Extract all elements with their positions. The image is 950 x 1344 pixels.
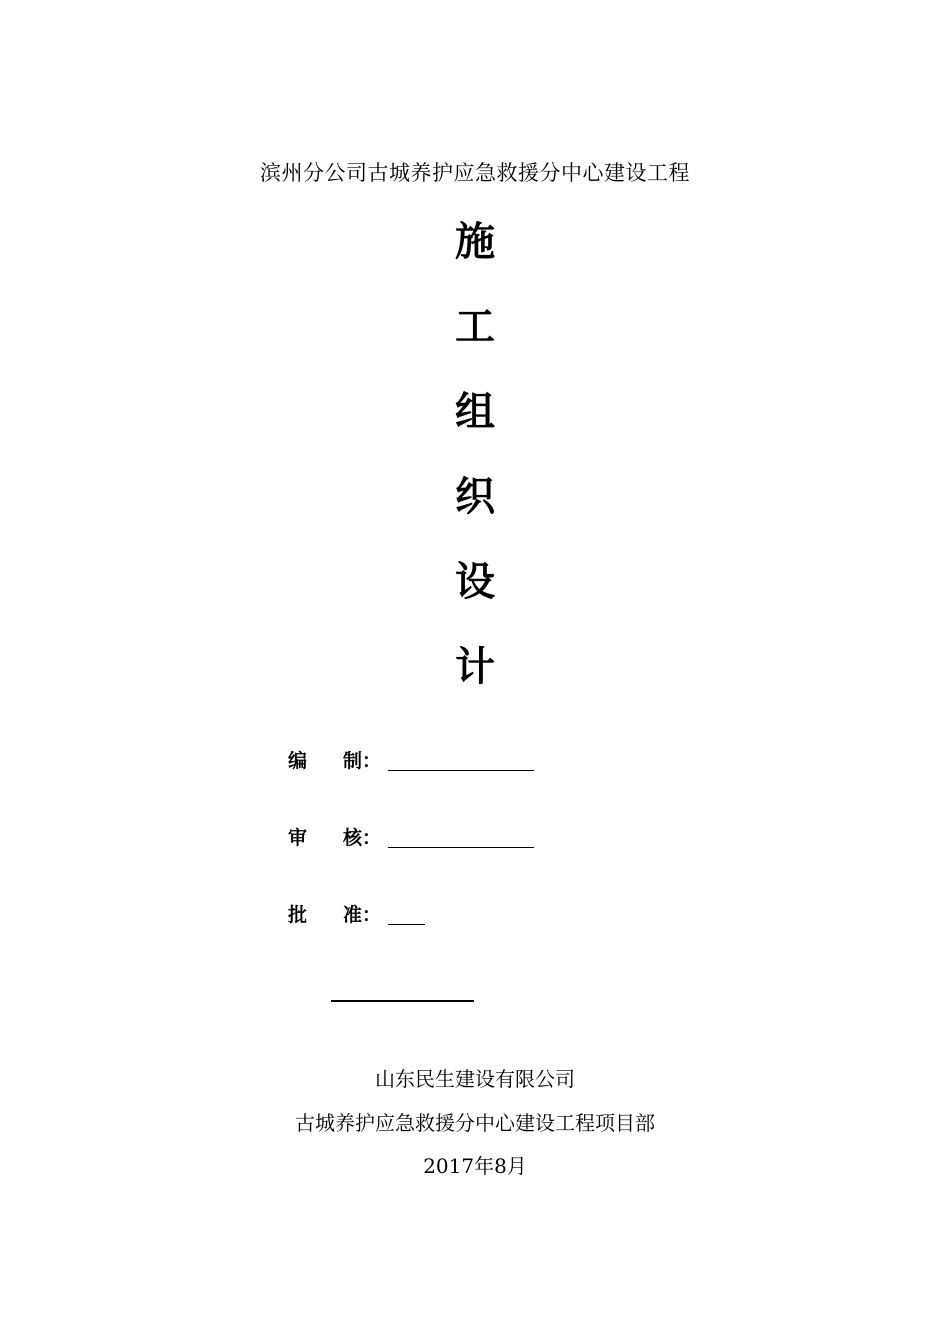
signature-label-compile: 编制： [288, 750, 382, 772]
project-department: 古城养护应急救援分中心建设工程项目部 [295, 1111, 655, 1135]
title-char-6: 计 [455, 644, 495, 690]
signature-field-approve[interactable] [388, 924, 425, 925]
title-char-1: 施 [455, 219, 495, 265]
title-char-5: 设 [455, 559, 495, 605]
title-char-2: 工 [455, 304, 495, 350]
signature-label-review: 审核： [288, 827, 382, 849]
title-char-3: 组 [455, 389, 495, 435]
signature-field-approve-continued[interactable] [331, 1000, 474, 1002]
project-subtitle: 滨州分公司古城养护应急救援分中心建设工程 [260, 161, 690, 185]
signature-label-approve: 批准： [288, 904, 382, 926]
signature-field-review[interactable] [388, 847, 534, 848]
signature-field-compile[interactable] [388, 770, 534, 771]
title-char-4: 织 [455, 474, 495, 520]
company-name: 山东民生建设有限公司 [375, 1067, 575, 1091]
document-date: 2017年8月 [423, 1154, 527, 1178]
